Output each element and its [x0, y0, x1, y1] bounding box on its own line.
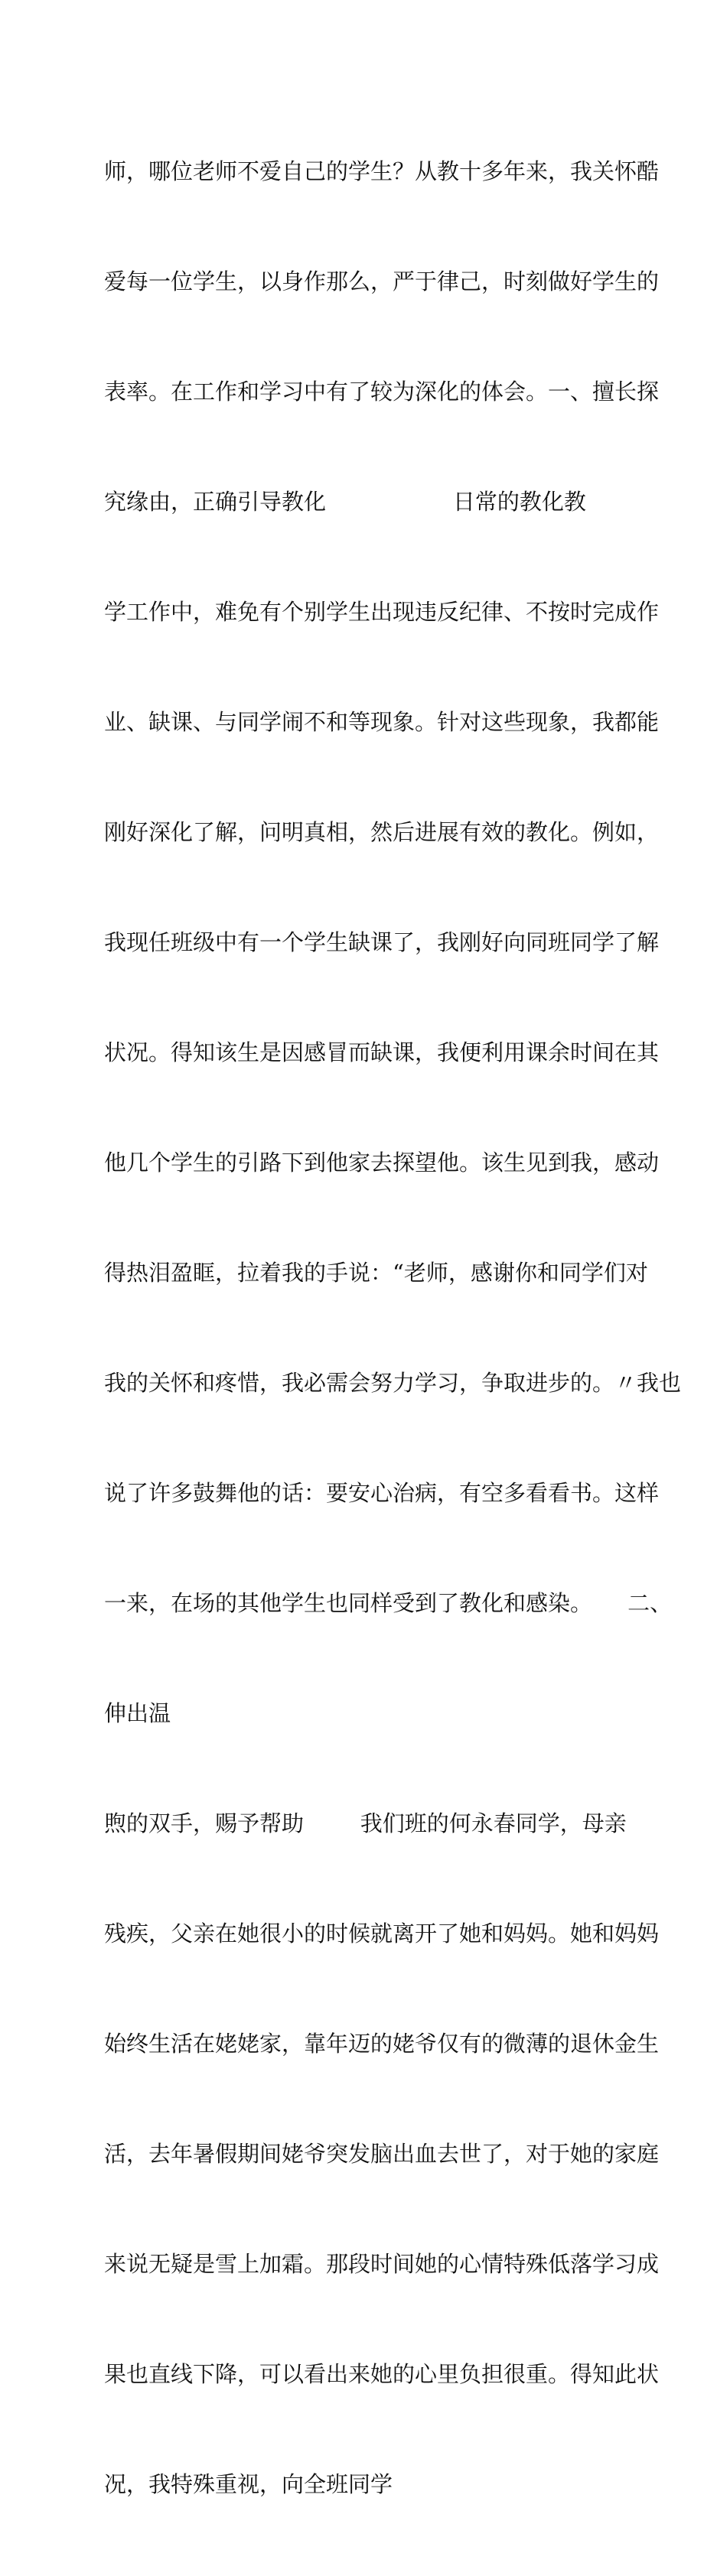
text-line: 刚好深化了解，问明真相，然后进展有效的教化。例如， [104, 819, 660, 845]
text-line: 来说无疑是雪上加霜。那段时间她的心情特殊低落学习成 [104, 2251, 660, 2277]
text-line: 果也直线下降，可以看出来她的心里负担很重。得知此状 [104, 2361, 660, 2387]
text-line: 活，去年暑假期间姥爷突发脑出血去世了，对于她的家庭 [104, 2141, 660, 2167]
text-line: 学工作中，难免有个别学生出现违反纪律、不按时完成作 [104, 599, 660, 625]
text-line: 业、缺课、与同学闹不和等现象。针对这些现象，我都能 [104, 709, 660, 735]
text-line: 我现任班级中有一个学生缺课了，我刚好向同班同学了解 [104, 929, 660, 955]
text-line: 师，哪位老师不爱自己的学生？从教十多年来，我关怀酷 [104, 158, 660, 184]
text-line: 伸出温 [104, 1700, 171, 1726]
text-line: 始终生活在姥姥家，靠年迈的姥爷仅有的微薄的退休金生 [104, 2031, 660, 2057]
text-line: 表率。在工作和学习中有了较为深化的体会。一、擅长探 [104, 379, 660, 405]
text-line: 我的关怀和疼惜，我必需会努力学习，争取进步的。〃我也 [104, 1370, 682, 1396]
text-line: 究缘由，正确引导教化 日常的教化教 [104, 489, 586, 515]
text-line: 说了许多鼓舞他的话：要安心治病，有空多看看书。这样 [104, 1480, 660, 1506]
text-line: 爱每一位学生，以身作那么，严于律己，时刻做好学生的 [104, 268, 660, 294]
text-line: 一来，在场的其他学生也同样受到了教化和感染。 二、 [104, 1590, 673, 1616]
text-line: 煦的双手，赐予帮助 我们班的何永春同学，母亲 [104, 1810, 627, 1836]
text-line: 况，我特殊重视，向全班同学 [104, 2471, 393, 2497]
text-line: 得热泪盈眶，拉着我的手说：“老师，感谢你和同学们对 [104, 1260, 648, 1286]
text-line: 他几个学生的引路下到他家去探望他。该生见到我，感动 [104, 1150, 660, 1176]
body-text [104, 80, 682, 2576]
text-line: 状况。得知该生是因感冒而缺课，我便利用课余时间在其 [104, 1039, 660, 1065]
text-line: 残疾，父亲在她很小的时候就离开了她和妈妈。她和妈妈 [104, 1921, 660, 1947]
